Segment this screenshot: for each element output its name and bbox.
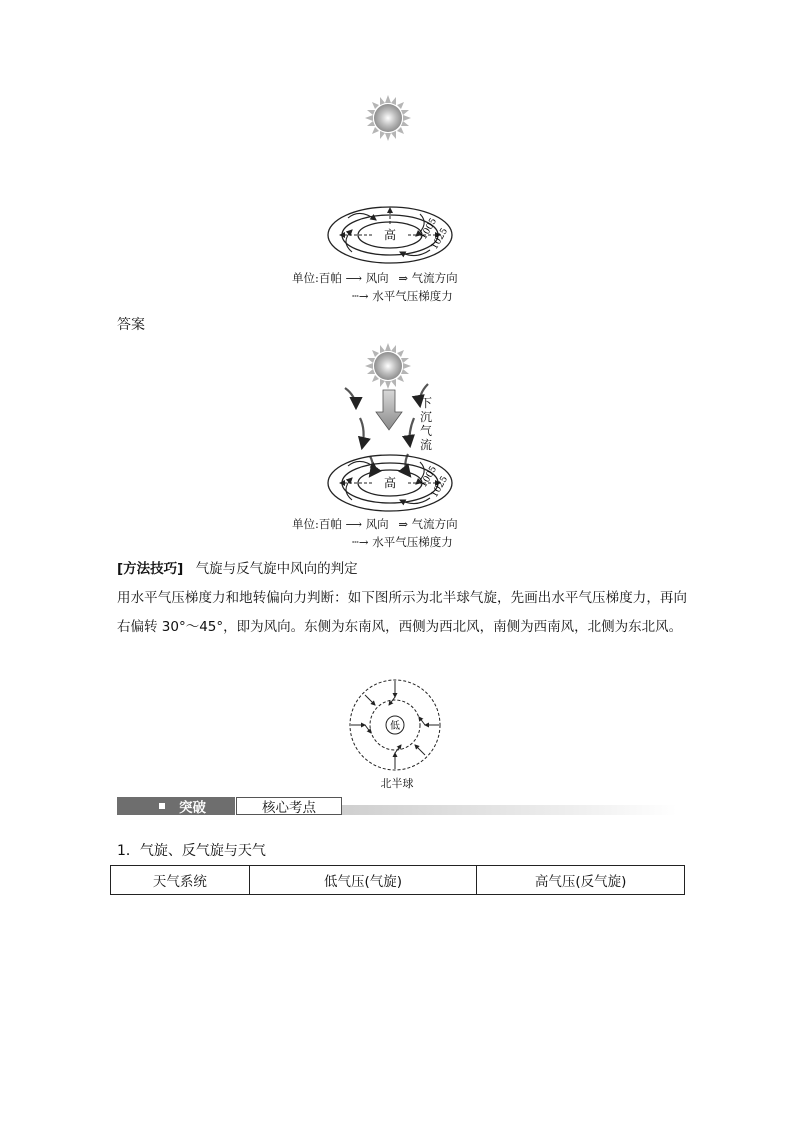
- legend-pressure-force: 水平气压梯度力: [372, 535, 453, 549]
- banner-left: [117, 797, 235, 815]
- legend-row-2: [352, 288, 512, 304]
- arrow-solid-icon: ⟶: [345, 517, 363, 531]
- table-header-cell: 低气压(气旋): [249, 866, 477, 895]
- legend-wind: 风向: [365, 271, 389, 285]
- figure-high-pressure-1: [290, 90, 510, 305]
- table-header-cell: 高气压(反气旋): [477, 866, 685, 895]
- arrow-double-icon: ⇒: [398, 517, 408, 531]
- subsiding-airflow-label: 下沉气流: [420, 396, 433, 452]
- banner-left-label: 突破: [179, 800, 206, 816]
- legend-pressure-force: 水平气压梯度力: [372, 289, 453, 303]
- hemisphere-caption: 北半球: [380, 777, 414, 790]
- isobar-label-1005: 1005: [418, 216, 440, 242]
- figure-high-pressure-2: [290, 338, 510, 553]
- center-label: 低: [390, 721, 400, 732]
- legend-airflow: 气流方向: [411, 271, 458, 285]
- center-label: 高: [383, 228, 397, 242]
- isobar-label-1025: 1025: [429, 226, 451, 252]
- method-tip: [117, 560, 687, 642]
- big-down-arrow-icon: [376, 390, 402, 430]
- legend-wind: 风向: [365, 517, 389, 531]
- cyclone-diagram: [345, 675, 449, 775]
- banner-right-label: 核心考点: [262, 800, 316, 816]
- isobar-label-1005: 1005: [418, 464, 440, 490]
- section-banner: [117, 797, 677, 817]
- legend-airflow: 气流方向: [411, 517, 458, 531]
- arrow-double-icon: ⇒: [398, 271, 408, 285]
- isobar-label-1025: 1025: [429, 474, 451, 500]
- sun-icon: [365, 95, 411, 141]
- table-header-row: [111, 866, 685, 895]
- answer-label: 答案: [117, 317, 145, 333]
- legend-row-2: [352, 534, 512, 550]
- table-header-cell: 天气系统: [111, 866, 250, 895]
- arrow-solid-icon: ⟶: [345, 271, 363, 285]
- legend-row-1: [292, 516, 512, 532]
- arrow-dashed-icon: ┄→: [352, 535, 369, 549]
- sun-icon: [365, 343, 411, 389]
- arrow-dashed-icon: ┄→: [352, 289, 369, 303]
- figure-northern-cyclone: [345, 675, 449, 793]
- legend-unit: 单位:百帕: [292, 271, 342, 285]
- square-bullet-icon: [159, 803, 165, 809]
- method-tag: [方法技巧]: [117, 561, 184, 577]
- legend-unit: 单位:百帕: [292, 517, 342, 531]
- legend-row-1: [292, 270, 512, 286]
- method-body: 用水平气压梯度力和地转偏向力判断：如下图所示为北半球气旋，先画出水平气压梯度力，再向右偏转 30°～45°，即为风向。东侧为东南风，西侧为西北风，南侧为西南风，北侧为东北风。: [117, 590, 687, 635]
- section-title: 1．气旋、反气旋与天气: [117, 843, 266, 859]
- center-label: 高: [383, 476, 397, 490]
- banner-right: [236, 797, 342, 815]
- banner-gradient-bar: [342, 805, 677, 815]
- method-title: 气旋与反气旋中风向的判定: [195, 561, 358, 577]
- weather-system-table: [110, 865, 685, 895]
- method-heading: [117, 560, 687, 578]
